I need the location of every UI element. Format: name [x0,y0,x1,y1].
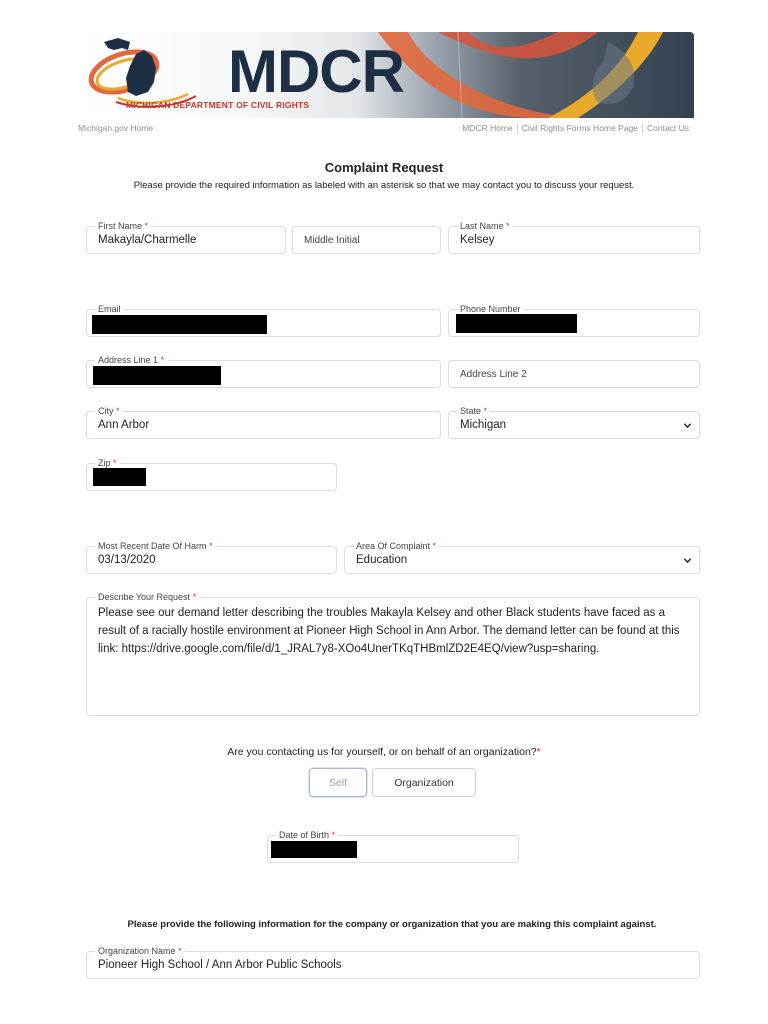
state-value: Michigan [460,419,507,431]
nav-link-forms-home[interactable]: Civil Rights Forms Home Page [521,123,638,133]
address-line2-placeholder: Address Line 2 [460,369,527,380]
logo-wordmark: MDCR [228,38,404,105]
email-label: Email [95,303,124,315]
organization-note: Please provide the following information for the company or organization that you are making this complaint against. [127,919,657,930]
page-subtitle: Please provide the required information as labeled with an asterisk so that we may contact you to discuss your request. [133,180,635,191]
page-title: Complaint Request [324,160,444,175]
date-of-harm-value: 03/13/2020 [98,554,156,566]
first-name-field[interactable] [86,221,286,254]
organization-name-label: Organization Name * [95,945,185,957]
last-name-value: Kelsey [460,234,495,246]
middle-initial-placeholder: Middle Initial [304,235,360,246]
last-name-label: Last Name * [457,220,513,232]
describe-request-value: Please see our demand letter describing the troubles Makayla Kelsey and other Black students have faced as a result of a racially hostile environment at Pioneer High School in Ann Arbor. The demand letter can be found at this link: https://drive.google.com/file/d/1_JRAL7y8-XOo4UnerTKqTHBmlZD2E4EQ/view?usp=sharing. [98,607,680,655]
describe-request-label: Describe Your Request * [95,591,199,603]
nav-link-mdcr-home[interactable]: MDCR Home [462,123,513,133]
nav-link-michigan-home[interactable]: Michigan.gov Home [78,123,154,133]
city-field[interactable] [86,406,441,439]
date-of-birth-label: Date of Birth * [276,829,338,841]
nav-right [462,123,689,134]
area-of-complaint-select[interactable] [344,541,700,574]
city-label: City * [95,405,123,417]
header-banner [78,32,694,118]
first-name-value: Makayla/Charmelle [98,234,197,246]
chevron-down-icon [683,421,692,430]
address-line2-field[interactable] [448,360,700,388]
zip-field[interactable] [86,458,337,491]
self-option-button[interactable]: Self [309,768,367,797]
date-of-birth-field[interactable] [267,830,519,863]
address-line1-label: Address Line 1 * [95,354,167,366]
chevron-down-icon [683,556,692,565]
organization-name-field[interactable] [86,946,700,979]
first-name-label: First Name * [95,220,151,232]
middle-initial-field[interactable] [292,226,441,254]
email-redacted [92,315,267,334]
zip-label: Zip * [95,457,120,469]
state-select[interactable] [448,406,700,439]
dob-redacted [271,841,357,858]
describe-request-textarea[interactable] [86,592,700,716]
nav-divider [642,123,643,134]
phone-redacted [456,314,577,333]
state-label: State * [457,405,490,417]
date-of-harm-field[interactable] [86,541,337,574]
phone-field[interactable] [448,304,700,337]
contact-question: Are you contacting us for yourself, or on behalf of an organization?* [227,746,541,758]
city-value: Ann Arbor [98,419,150,431]
logo-subtitle: MICHIGAN DEPARTMENT OF CIVIL RIGHTS [126,100,310,110]
mdcr-logo-emblem [86,38,196,107]
organization-option-button[interactable]: Organization [372,768,476,797]
nav-divider [517,123,518,134]
email-field[interactable] [86,304,441,337]
area-of-complaint-value: Education [356,554,408,566]
date-of-harm-label: Most Recent Date Of Harm * [95,540,216,552]
address-line1-field[interactable] [86,355,441,388]
nav-left [78,123,153,133]
phone-label: Phone Number [457,303,524,315]
nav-link-contact-us[interactable]: Contact Us [646,123,689,133]
last-name-field[interactable] [448,221,700,254]
area-of-complaint-label: Area Of Complaint * [353,540,439,552]
organization-name-value: Pioneer High School / Ann Arbor Public Schools [98,959,342,971]
zip-redacted [93,468,146,486]
address-redacted [93,366,221,385]
